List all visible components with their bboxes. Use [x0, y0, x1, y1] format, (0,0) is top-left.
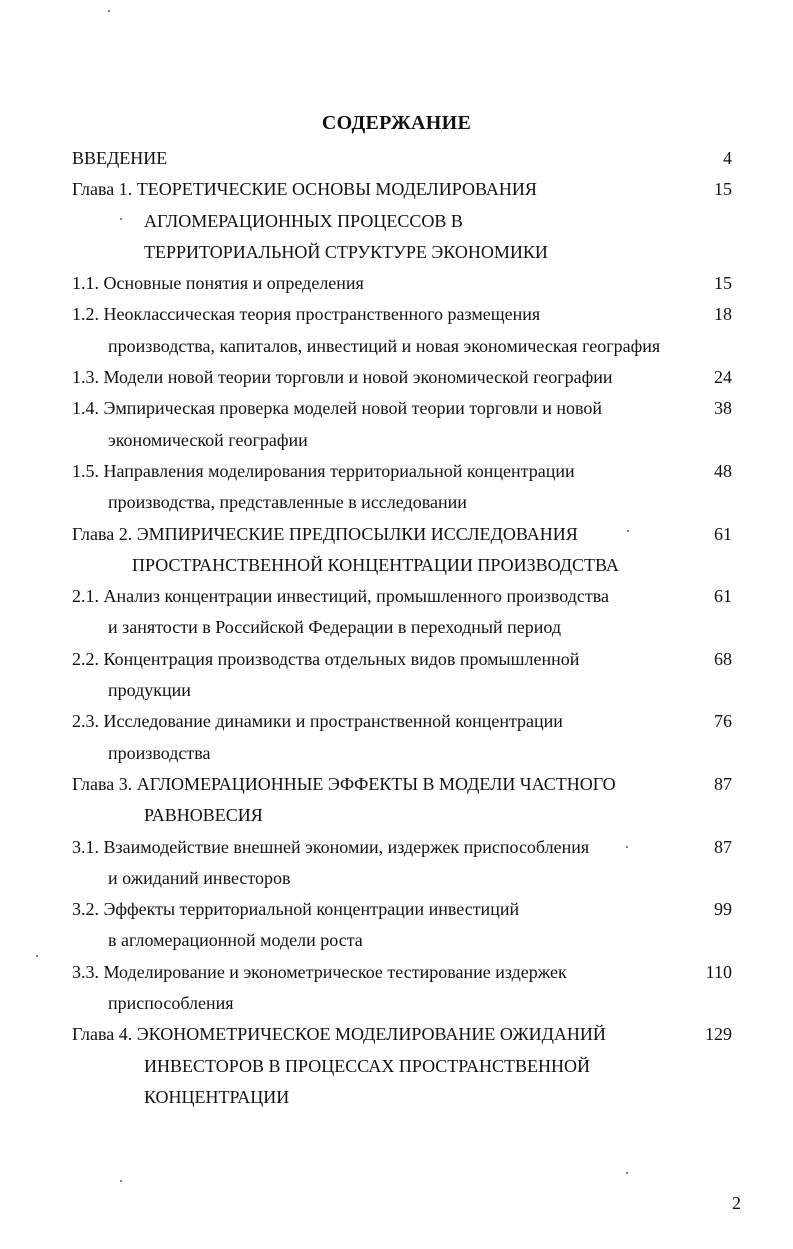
- toc-page-number: 24: [714, 367, 732, 388]
- scan-speck: [626, 1172, 628, 1174]
- toc-entry-line: экономической географии: [108, 429, 308, 450]
- toc-entry-1-2: [72, 299, 734, 362]
- toc-entry-line: продукции: [108, 680, 191, 701]
- page-title: СОДЕРЖАНИЕ: [321, 112, 472, 134]
- toc-entry-chapter-2: [72, 519, 734, 582]
- toc-page-number: 18: [714, 304, 732, 325]
- toc-page-number: 129: [705, 1024, 732, 1045]
- scan-speck: [627, 530, 629, 532]
- toc-page-number: 4: [723, 148, 732, 168]
- toc-entry-2-3: [72, 706, 734, 769]
- toc-entry-3-1: [72, 832, 734, 895]
- toc-entry-line: производства: [108, 742, 211, 763]
- toc-entry-2-1: [72, 581, 734, 644]
- toc-entry-line: ПРОСТРАНСТВЕННОЙ КОНЦЕНТРАЦИИ ПРОИЗВОДСТВА: [132, 554, 619, 575]
- toc-entry-3-3: [72, 957, 734, 1020]
- toc-page-number: 48: [714, 460, 732, 481]
- toc-entry-line: ИНВЕСТОРОВ В ПРОЦЕССАХ ПРОСТРАНСТВЕННОЙ: [144, 1055, 590, 1076]
- toc-entry-line: производства, представленные в исследовании: [108, 492, 467, 513]
- toc-entry-line: АГЛОМЕРАЦИОННЫХ ПРОЦЕССОВ В: [144, 210, 463, 231]
- toc-entry-introduction: [72, 143, 734, 174]
- toc-page-number: 38: [714, 398, 732, 419]
- toc-page-number: 68: [714, 648, 732, 669]
- toc-entry-line: Глава 2. ЭМПИРИЧЕСКИЕ ПРЕДПОСЫЛКИ ИССЛЕДОВАНИЯ: [72, 523, 578, 544]
- toc-entry-line: 1.5. Направления моделирования территориальной концентрации: [72, 460, 575, 481]
- toc-entry-line: 1.2. Неоклассическая теория пространственного размещения: [72, 304, 541, 325]
- toc-page-number: 110: [705, 961, 732, 982]
- toc-entry-line: 3.3. Моделирование и эконометрическое тестирование издержек: [72, 961, 567, 982]
- toc-entry-chapter-1: [72, 174, 734, 268]
- scan-speck: [120, 1180, 122, 1182]
- toc-entry-line: Глава 3. АГЛОМЕРАЦИОННЫЕ ЭФФЕКТЫ В МОДЕЛИ ЧАСТНОГО: [72, 773, 616, 794]
- toc-page-number: 61: [714, 586, 732, 607]
- toc-entry-line: 2.2. Концентрация производства отдельных видов промышленной: [72, 648, 580, 669]
- toc-entry-line: 1.3. Модели новой теории торговли и новой экономической географии: [72, 367, 613, 388]
- toc-entry-line: КОНЦЕНТРАЦИИ: [144, 1086, 290, 1107]
- toc-entry-2-2: [72, 644, 734, 707]
- toc-page-number: 15: [714, 273, 732, 294]
- toc-page-number: 15: [714, 179, 732, 200]
- toc-entry-line: Глава 1. ТЕОРЕТИЧЕСКИЕ ОСНОВЫ МОДЕЛИРОВАНИЯ: [72, 179, 537, 200]
- toc-page-number: 87: [714, 836, 732, 857]
- toc-page-number: 99: [714, 899, 732, 920]
- toc-entry-line: 1.4. Эмпирическая проверка моделей новой теории торговли и новой: [72, 398, 602, 419]
- toc-entry-line: и ожиданий инвесторов: [108, 867, 291, 888]
- toc-page-number: 87: [714, 773, 732, 794]
- scan-speck: [626, 846, 628, 848]
- scan-speck: [120, 218, 122, 220]
- toc-entry-line: в агломерационной модели роста: [108, 930, 363, 951]
- toc-entry-chapter-3: [72, 769, 734, 832]
- toc-entry-line: 3.1. Взаимодействие внешней экономии, издержек приспособления: [72, 836, 590, 857]
- table-of-contents: [72, 143, 734, 1113]
- toc-entry-line: 1.1. Основные понятия и определения: [72, 273, 364, 294]
- toc-entry-line: ТЕРРИТОРИАЛЬНОЙ СТРУКТУРЕ ЭКОНОМИКИ: [144, 241, 548, 262]
- toc-entry-chapter-4: [72, 1019, 734, 1113]
- page-number: 2: [732, 1193, 741, 1213]
- toc-entry-3-2: [72, 894, 734, 957]
- toc-entry-1-5: [72, 456, 734, 519]
- toc-page-number: 61: [714, 523, 732, 544]
- toc-page-number: 76: [714, 711, 732, 732]
- scan-speck: [36, 955, 38, 957]
- toc-entry-line: Глава 4. ЭКОНОМЕТРИЧЕСКОЕ МОДЕЛИРОВАНИЕ ОЖИДАНИЙ: [72, 1024, 606, 1045]
- toc-entry-line: и занятости в Российской Федерации в переходный период: [108, 617, 562, 638]
- toc-entry-line: РАВНОВЕСИЯ: [144, 805, 263, 826]
- toc-entry-line: производства, капиталов, инвестиций и новая экономическая география: [108, 335, 661, 356]
- toc-entry-1-4: [72, 393, 734, 456]
- toc-entry-line: приспособления: [108, 993, 234, 1014]
- toc-entry-1-3: [72, 362, 734, 393]
- toc-entry-line: 3.2. Эффекты территориальной концентрации инвестиций: [72, 899, 520, 920]
- scan-speck: [108, 10, 110, 12]
- toc-entry-line: 2.3. Исследование динамики и пространственной концентрации: [72, 711, 563, 732]
- toc-entry-line: 2.1. Анализ концентрации инвестиций, промышленного производства: [72, 586, 609, 607]
- toc-entry-1-1: [72, 268, 734, 299]
- toc-entry-line: ВВЕДЕНИЕ: [72, 148, 168, 168]
